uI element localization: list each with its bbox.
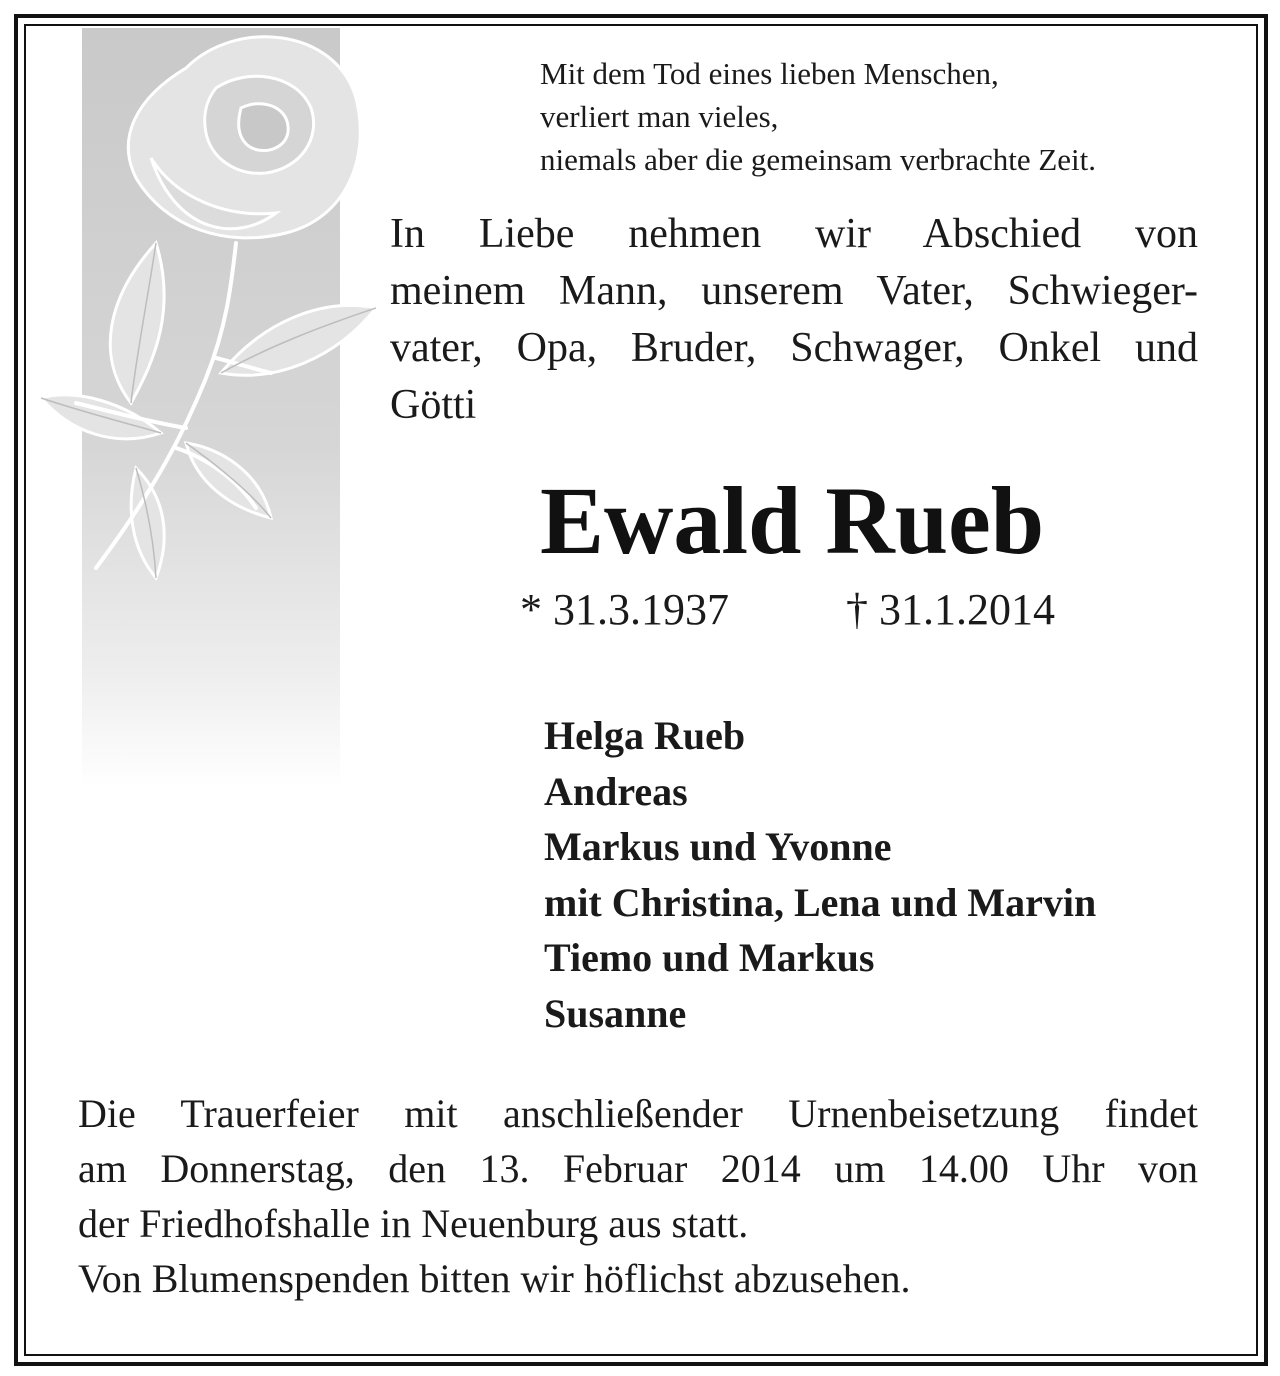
birth-date: * 31.3.1937: [520, 585, 729, 634]
family-member: Tiemo und Markus: [544, 935, 875, 980]
quote-line: Mit dem Tod eines lieben Menschen,: [540, 56, 999, 91]
service-line: Von Blumenspenden bitten wir höflichst abzusehen.: [78, 1256, 911, 1301]
deceased-name: Ewald Rueb: [540, 467, 1045, 574]
service-details: [78, 1086, 1198, 1306]
rose-illustration: [36, 28, 376, 588]
intro-line: Götti: [390, 382, 477, 428]
intro-line: vater, Opa, Bruder, Schwager, Onkel und: [390, 325, 1198, 371]
death-date: † 31.1.2014: [846, 585, 1055, 634]
service-line: Die Trauerfeier mit anschließender Urnenbeisetzung findet: [78, 1091, 1198, 1136]
family-member: Susanne: [544, 990, 687, 1036]
family-member: Andreas: [544, 768, 688, 814]
intro-text: [390, 206, 1198, 434]
family-member: Helga Rueb: [544, 713, 746, 758]
family-list: [544, 708, 1096, 1041]
service-line: der Friedhofshalle in Neuenburg aus statt.: [78, 1201, 749, 1246]
quote-line: niemals aber die gemeinsam verbrachte Zeit.: [540, 142, 1097, 177]
intro-line: meinem Mann, unserem Vater, Schwieger-: [390, 268, 1198, 314]
intro-line: In Liebe nehmen wir Abschied von: [390, 211, 1198, 257]
quote-line: verliert man vieles,: [540, 99, 779, 134]
service-line: am Donnerstag, den 13. Februar 2014 um 14.00 Uhr von: [78, 1146, 1198, 1191]
family-member: Markus und Yvonne: [544, 824, 892, 869]
quote-block: [540, 52, 1220, 181]
family-member: mit Christina, Lena und Marvin: [544, 879, 1097, 925]
